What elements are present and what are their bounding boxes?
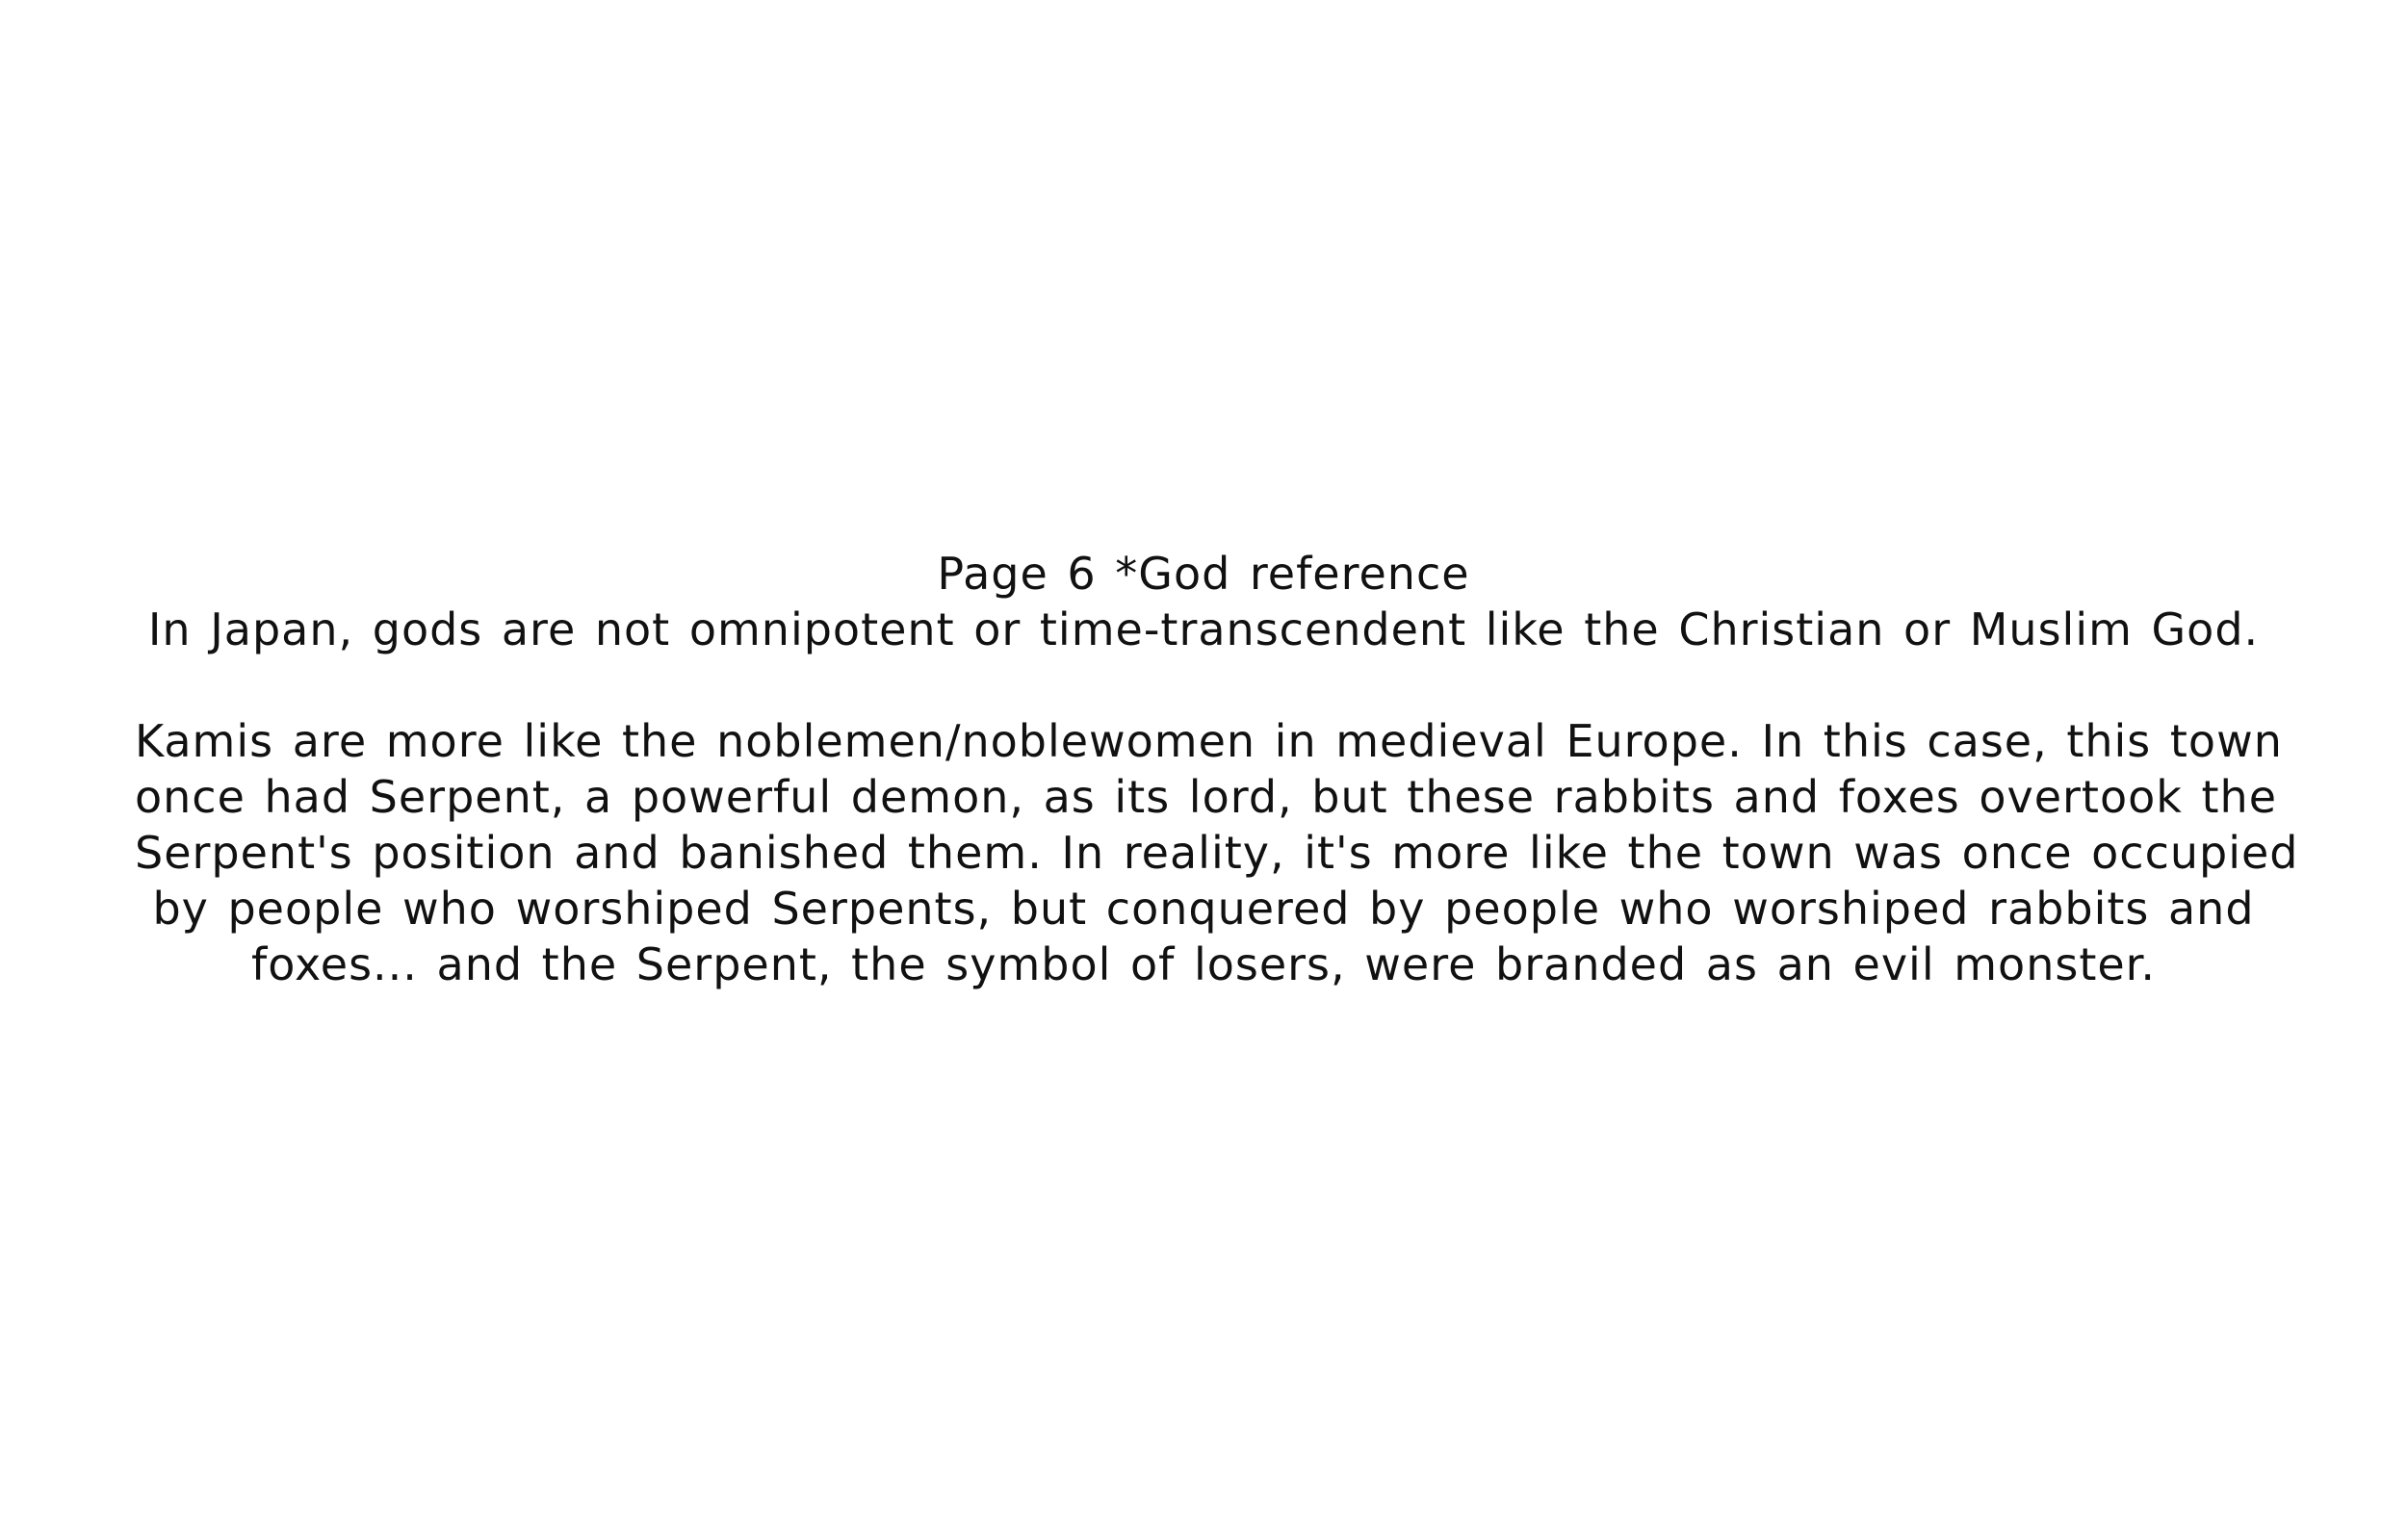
translation-note bbox=[135, 546, 2299, 992]
note-body-line: Serpent's position and banished them. In reality, it's more like the town was once occupied bbox=[135, 827, 2299, 879]
note-body-line: by people who worshiped Serpents, but conquered by people who worshiped rabbits and bbox=[152, 883, 2255, 935]
note-heading: Page 6 *God reference bbox=[937, 548, 1470, 600]
paragraph-gap bbox=[135, 657, 2272, 713]
note-intro: In Japan, gods are not omnipotent or time-transcendent like the Christian or Muslim God. bbox=[147, 603, 2260, 655]
note-body-line: Kamis are more like the noblemen/noblewomen in medieval Europe. In this case, this town bbox=[135, 715, 2283, 767]
note-body-line: foxes... and the Serpent, the symbol of losers, were branded as an evil monster. bbox=[251, 938, 2156, 990]
note-body-line: once had Serpent, a powerful demon, as its lord, but these rabbits and foxes overtook the bbox=[135, 771, 2277, 823]
